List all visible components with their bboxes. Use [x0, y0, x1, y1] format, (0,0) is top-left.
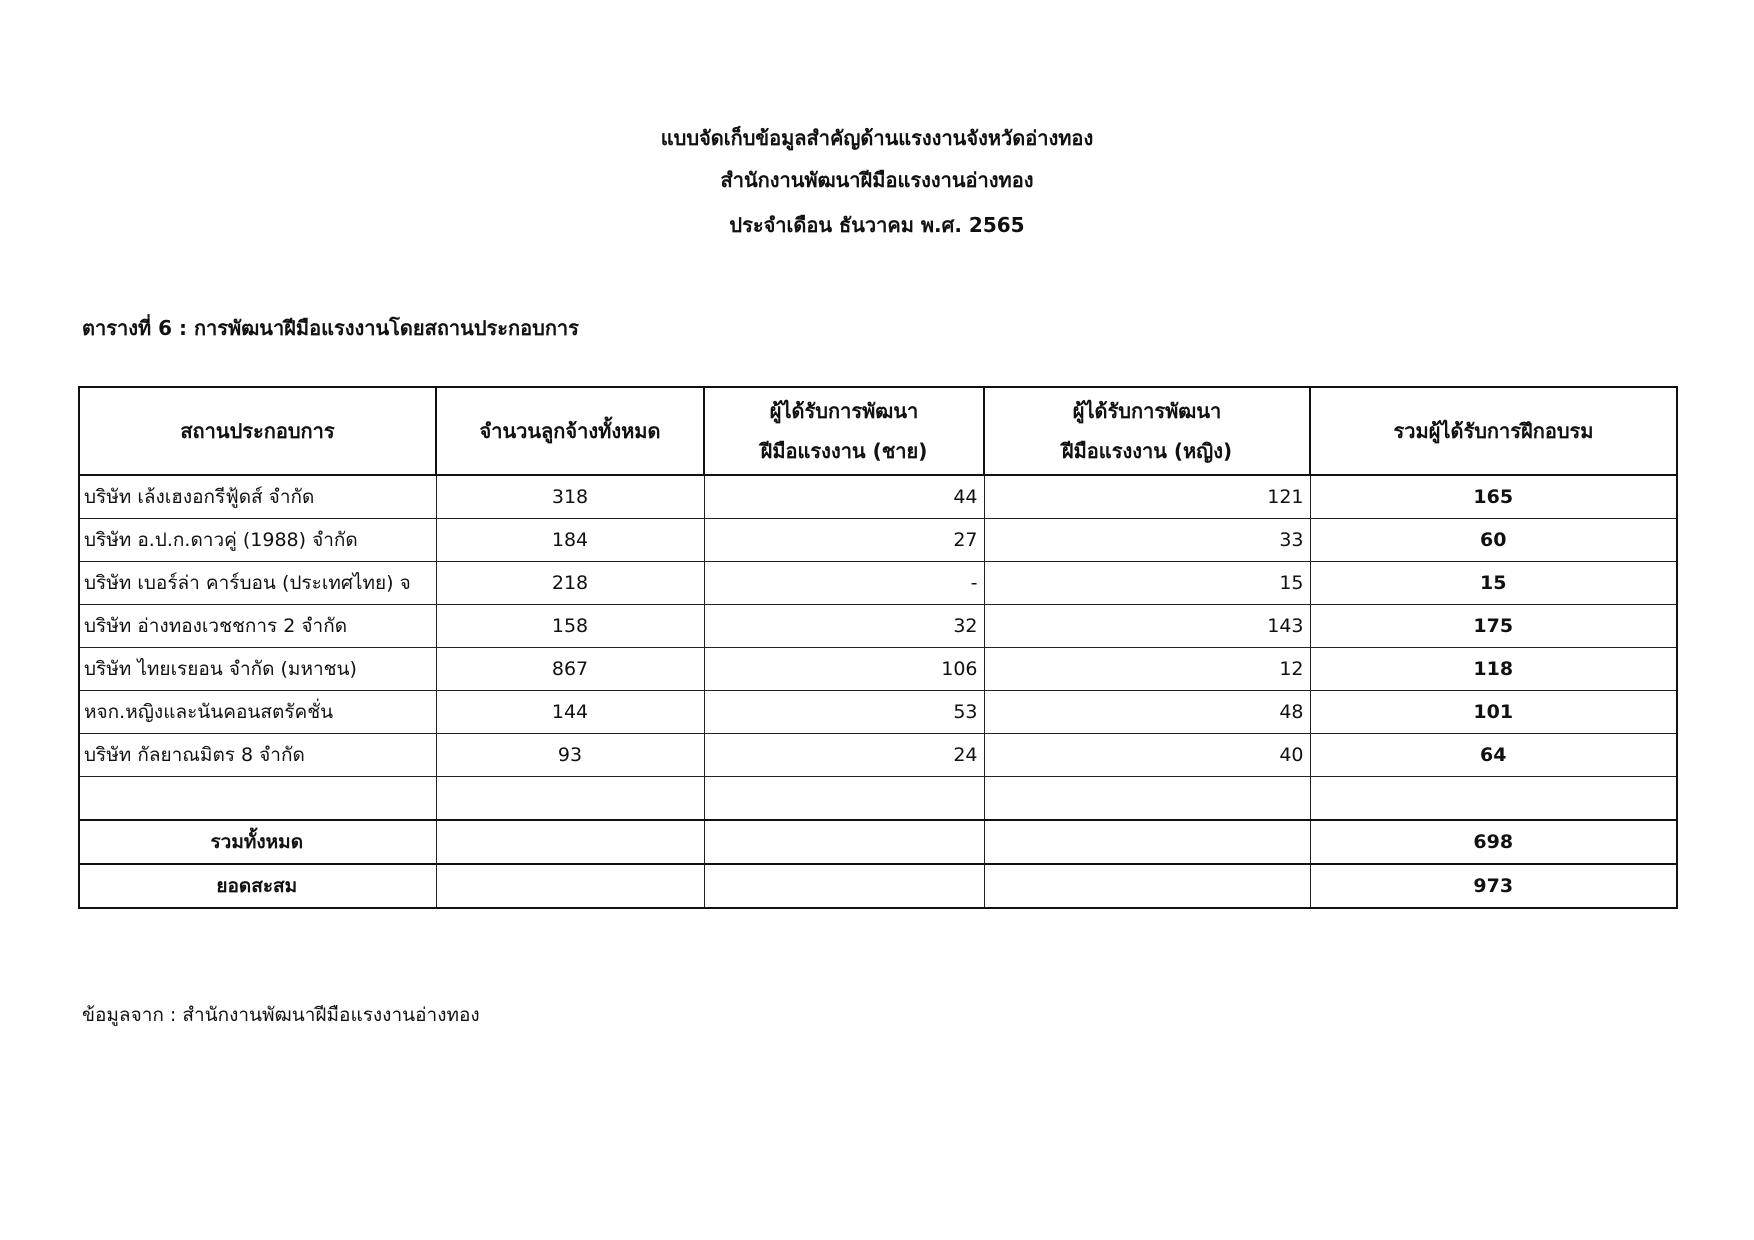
cell-empty: [704, 777, 984, 821]
cell-total: 175: [1310, 605, 1677, 648]
col-header-male: [704, 387, 984, 475]
total-row: [79, 820, 1677, 864]
cell-employees: 867: [436, 648, 704, 691]
report-office: สำนักงานพัฒนาฝีมือแรงงานอ่างทอง: [720, 168, 1034, 192]
col-header-establishment: สถานประกอบการ: [79, 387, 436, 475]
table-row: [79, 734, 1677, 777]
cell-total: 101: [1310, 691, 1677, 734]
cell-employees: 158: [436, 605, 704, 648]
cell-total: 64: [1310, 734, 1677, 777]
cell-female: 33: [984, 519, 1310, 562]
col-header-total: รวมผู้ได้รับการฝึกอบรม: [1310, 387, 1677, 475]
cell-establishment: บริษัท กัลยาณมิตร 8 จำกัด: [79, 734, 436, 777]
cumulative-value: 973: [1310, 864, 1677, 908]
table-row: [79, 519, 1677, 562]
cell-male: 44: [704, 475, 984, 519]
total-label: รวมทั้งหมด: [79, 820, 436, 864]
table-row: [79, 562, 1677, 605]
col-header-employees: จำนวนลูกจ้างทั้งหมด: [436, 387, 704, 475]
cell-establishment: บริษัท เล้งเฮงอกรีฟู้ดส์ จำกัด: [79, 475, 436, 519]
cell-male: 27: [704, 519, 984, 562]
cell-establishment: บริษัท อ.ป.ก.ดาวคู่ (1988) จำกัด: [79, 519, 436, 562]
cell-establishment: บริษัท อ่างทองเวชชการ 2 จำกัด: [79, 605, 436, 648]
skill-development-table: [78, 386, 1678, 909]
cumulative-label: ยอดสะสม: [79, 864, 436, 908]
cell-empty: [436, 864, 704, 908]
table-row: [79, 648, 1677, 691]
cell-male: 106: [704, 648, 984, 691]
cell-empty: [984, 820, 1310, 864]
col-header-female: [984, 387, 1310, 475]
cell-empty: [79, 777, 436, 821]
cell-male: 24: [704, 734, 984, 777]
table-header-row: [79, 387, 1677, 475]
cell-male: 53: [704, 691, 984, 734]
cell-female: 12: [984, 648, 1310, 691]
cell-establishment: บริษัท เบอร์ล่า คาร์บอน (ประเทศไทย) จ: [79, 562, 436, 605]
table-caption: ตารางที่ 6 : การพัฒนาฝีมือแรงงานโดยสถานประกอบการ: [82, 316, 579, 340]
cell-employees: 93: [436, 734, 704, 777]
cell-empty: [436, 777, 704, 821]
cell-female: 121: [984, 475, 1310, 519]
cell-empty: [704, 820, 984, 864]
cell-male: 32: [704, 605, 984, 648]
cell-total: 15: [1310, 562, 1677, 605]
total-value: 698: [1310, 820, 1677, 864]
col-header-female-line1: ผู้ได้รับการพัฒนา: [1072, 399, 1222, 423]
cell-total: 118: [1310, 648, 1677, 691]
table-row: [79, 475, 1677, 519]
cell-employees: 218: [436, 562, 704, 605]
cell-employees: 144: [436, 691, 704, 734]
cell-establishment: หจก.หญิงและนันคอนสตรัคชั่น: [79, 691, 436, 734]
col-header-female-line2: ฝีมือแรงงาน (หญิง): [1061, 439, 1233, 463]
cell-female: 15: [984, 562, 1310, 605]
table-row: [79, 691, 1677, 734]
cell-employees: 318: [436, 475, 704, 519]
cell-empty: [984, 777, 1310, 821]
cumulative-row: [79, 864, 1677, 908]
data-source-note: ข้อมูลจาก : สำนักงานพัฒนาฝีมือแรงงานอ่างทอง: [82, 1004, 480, 1026]
report-title: แบบจัดเก็บข้อมูลสำคัญด้านแรงงานจังหวัดอ่างทอง: [660, 126, 1094, 150]
cell-female: 48: [984, 691, 1310, 734]
cell-employees: 184: [436, 519, 704, 562]
cell-female: 143: [984, 605, 1310, 648]
cell-empty: [984, 864, 1310, 908]
col-header-male-line1: ผู้ได้รับการพัฒนา: [769, 399, 919, 423]
cell-empty: [436, 820, 704, 864]
cell-establishment: บริษัท ไทยเรยอน จำกัด (มหาชน): [79, 648, 436, 691]
cell-female: 40: [984, 734, 1310, 777]
cell-empty: [704, 864, 984, 908]
cell-total: 60: [1310, 519, 1677, 562]
report-period: ประจำเดือน ธันวาคม พ.ศ. 2565: [729, 213, 1025, 237]
cell-total: 165: [1310, 475, 1677, 519]
col-header-male-line2: ฝีมือแรงงาน (ชาย): [760, 439, 928, 463]
empty-row: [79, 777, 1677, 821]
cell-male: -: [704, 562, 984, 605]
table-row: [79, 605, 1677, 648]
cell-empty: [1310, 777, 1677, 821]
